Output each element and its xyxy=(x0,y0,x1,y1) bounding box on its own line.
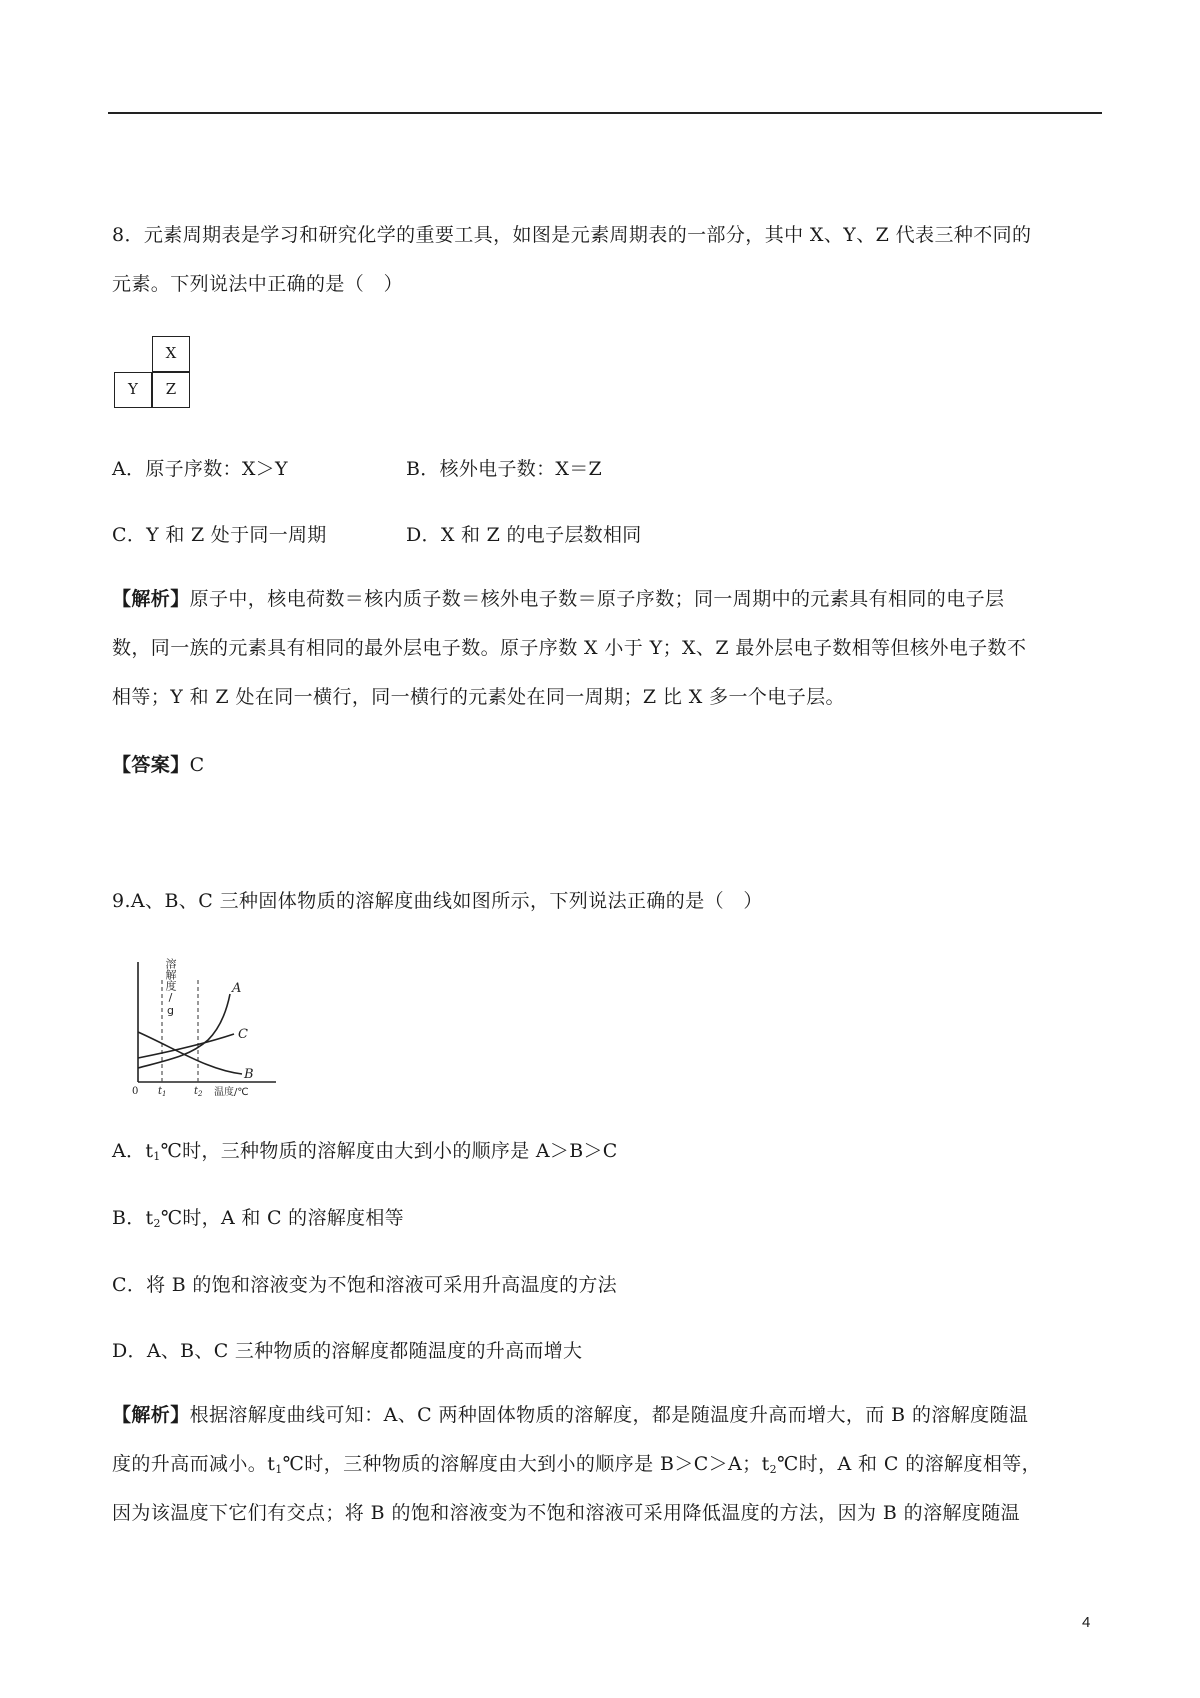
q8-option-b: B．核外电子数：X＝Z xyxy=(406,458,602,480)
q9-option-a-post: ℃时，三种物质的溶解度由大到小的顺序是 A＞B＞C xyxy=(160,1140,618,1162)
tick-t2-main: t xyxy=(194,1086,199,1096)
q9-an-l2-c: ℃时，A 和 C 的溶解度相等， xyxy=(777,1453,1042,1475)
q8-option-a: A．原子序数：X＞Y xyxy=(112,458,288,480)
tick-t2-sub: 2 xyxy=(198,1090,203,1096)
q9-an-l2-sub2: 2 xyxy=(769,1463,778,1476)
q8-option-c: C．Y 和 Z 处于同一周期 xyxy=(112,524,327,546)
q8-option-d: D．X 和 Z 的电子层数相同 xyxy=(406,524,642,546)
tick-t1 xyxy=(158,1086,167,1096)
series-label-b: B xyxy=(244,1067,254,1082)
cell-x: X xyxy=(152,336,190,372)
analysis-label: 【解析】 xyxy=(112,588,190,610)
q8-analysis-line3: 相等；Y 和 Z 处在同一横行，同一横行的元素处在同一周期；Z 比 X 多一个电子层。 xyxy=(112,686,845,708)
q8-analysis-line1 xyxy=(112,578,1102,621)
q9-an-l2-sub1: 1 xyxy=(275,1463,283,1476)
q9-option-b-sub: 2 xyxy=(153,1217,161,1230)
header-rule xyxy=(108,112,1102,114)
cell-z: Z xyxy=(152,372,190,408)
page-number: 4 xyxy=(1082,1614,1091,1631)
answer-label: 【答案】 xyxy=(112,754,190,776)
curve-a xyxy=(138,994,230,1068)
series-label-c: C xyxy=(238,1027,248,1042)
q9-option-b xyxy=(112,1203,404,1233)
q9-option-b-pre: B．t xyxy=(112,1207,154,1229)
curve-b xyxy=(138,1032,242,1074)
x-axis-label: 温度/℃ xyxy=(214,1087,249,1096)
origin-label: 0 xyxy=(132,1086,139,1096)
q9-option-a-pre: A．t xyxy=(112,1140,154,1162)
q8-stem-line2: 元素。下列说法中正确的是（ ） xyxy=(112,273,404,295)
q9-an-l2-b: ℃时，三种物质的溶解度由大到小的顺序是 B＞C＞A；t xyxy=(282,1453,770,1475)
q9-analysis-line1 xyxy=(112,1394,1102,1437)
series-label-a: A xyxy=(232,981,242,996)
tick-t1-sub: 1 xyxy=(162,1090,167,1096)
q9-option-d: D．A、B、C 三种物质的溶解度都随温度的升高而增大 xyxy=(112,1340,583,1362)
analysis-text: 原子中，核电荷数＝核内质子数＝核外电子数＝原子序数；同一周期中的元素具有相同的电子层 xyxy=(189,588,1005,610)
tick-t1-main: t xyxy=(158,1086,163,1096)
q8-stem-line1: 8．元素周期表是学习和研究化学的重要工具，如图是元素周期表的一部分，其中 X、Y、Z 代表三种不同的 xyxy=(112,224,1032,246)
y-axis-label xyxy=(118,957,177,1016)
q9-option-a xyxy=(112,1136,618,1166)
solubility-chart xyxy=(108,956,278,1096)
q9-analysis-line2 xyxy=(112,1443,1102,1486)
q9-analysis-line3: 因为该温度下它们有交点；将 B 的饱和溶液变为不饱和溶液可采用降低温度的方法，因为 B 的溶解度随温 xyxy=(112,1502,1021,1524)
periodic-table-fragment xyxy=(114,336,192,410)
answer-value: C xyxy=(189,754,205,776)
q8-analysis-line2: 数，同一族的元素具有相同的最外层电子数。原子序数 X 小于 Y；X、Z 最外层电子数相等但核外电子数不 xyxy=(112,637,1027,659)
q9-an-l2-a: 度的升高而减小。t xyxy=(112,1453,276,1475)
q9-option-c: C．将 B 的饱和溶液变为不饱和溶液可采用升高温度的方法 xyxy=(112,1274,617,1296)
q9-analysis-label: 【解析】 xyxy=(112,1404,190,1426)
q9-option-a-sub: 1 xyxy=(153,1150,161,1163)
q8-answer xyxy=(112,744,1102,787)
cell-y: Y xyxy=(114,372,152,408)
q9-option-b-post: ℃时，A 和 C 的溶解度相等 xyxy=(160,1207,404,1229)
tick-t2 xyxy=(194,1086,203,1096)
q9-stem: 9.A、B、C 三种固体物质的溶解度曲线如图所示，下列说法正确的是（ ） xyxy=(112,890,763,912)
y-axis-label-text: 溶解度/g xyxy=(118,958,177,971)
q9-analysis-text1: 根据溶解度曲线可知：A、C 两种固体物质的溶解度，都是随温度升高而增大，而 B 的溶解度随温 xyxy=(189,1404,1029,1426)
